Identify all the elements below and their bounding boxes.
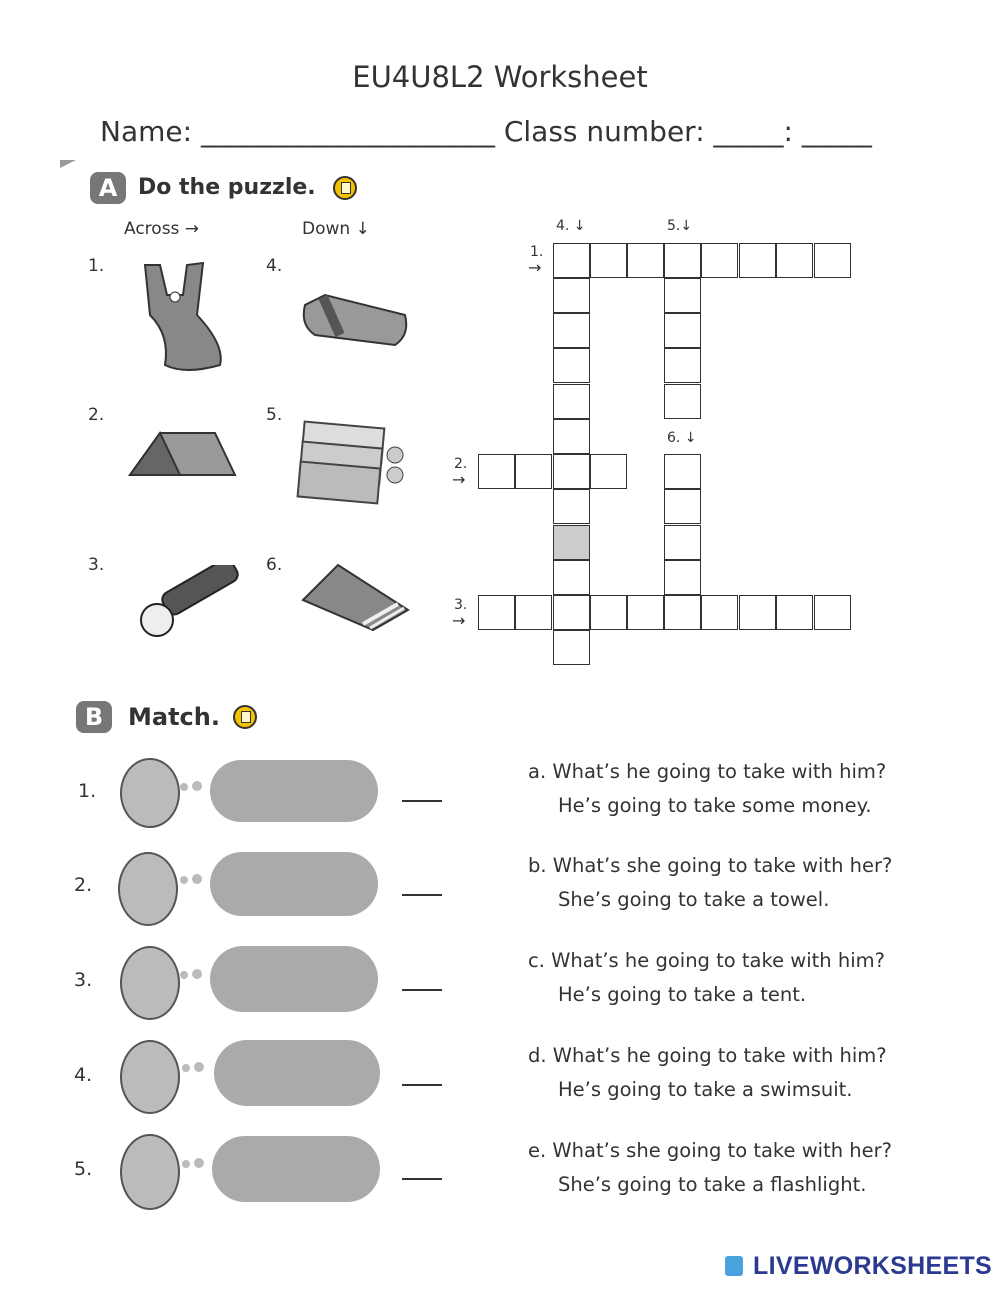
thought-dot: [194, 1158, 204, 1168]
option-question: d. What’s he going to take with him?: [528, 1044, 887, 1067]
crossword-cell[interactable]: [664, 278, 701, 313]
clue-2-label: 2.: [454, 456, 468, 472]
name-class-line: Name: _____________________ Class number: _____: _____: [100, 115, 872, 148]
option-answer: He’s going to take a tent.: [558, 983, 807, 1006]
boy-avatar: [120, 946, 180, 1020]
crossword-cell[interactable]: [553, 313, 590, 348]
boy-avatar: [118, 852, 178, 926]
answer-blank[interactable]: [402, 800, 442, 802]
crossword-cell[interactable]: [553, 454, 590, 489]
section-a-badge: A: [90, 172, 126, 204]
section-a-title: Do the puzzle.: [138, 175, 316, 200]
thought-dot: [180, 971, 188, 979]
crossword-cell[interactable]: [553, 278, 590, 313]
crossword-cell[interactable]: [739, 243, 776, 278]
crossword-cell[interactable]: [478, 454, 515, 489]
row-number: 4.: [74, 1064, 93, 1086]
thought-dot: [180, 783, 188, 791]
crossword-cell[interactable]: [664, 454, 701, 489]
crossword-cell[interactable]: [664, 595, 701, 630]
picture-number: 4.: [266, 256, 283, 276]
answer-blank[interactable]: [402, 894, 442, 896]
clue-4-label: 4. ↓: [556, 218, 586, 234]
boy-avatar: [120, 1134, 180, 1210]
option-question: c. What’s he going to take with him?: [528, 949, 885, 972]
crossword-cell[interactable]: [664, 313, 701, 348]
thought-dot: [192, 969, 202, 979]
down-label: Down ↓: [302, 219, 370, 239]
sleeping-bag-picture: [295, 285, 415, 355]
crossword-cell[interactable]: [776, 243, 813, 278]
crossword-cell[interactable]: [664, 560, 701, 595]
picture-number: 3.: [88, 555, 105, 575]
crossword-cell[interactable]: [515, 595, 552, 630]
arrow-right-icon: →: [528, 258, 542, 277]
crossword-cell[interactable]: [590, 243, 627, 278]
swimsuit-picture: [125, 255, 240, 380]
picture-number: 1.: [88, 256, 105, 276]
arrow-right-icon: →: [452, 470, 466, 489]
logo-text: LIVEWORKSHEETS: [753, 1252, 992, 1280]
crossword-cell[interactable]: [515, 454, 552, 489]
swimsuit-thought-cloud: [210, 852, 378, 916]
option-question: b. What’s she going to take with her?: [528, 854, 893, 877]
picture-number: 5.: [266, 405, 283, 425]
option-question: e. What’s she going to take with her?: [528, 1139, 893, 1162]
row-number: 1.: [78, 780, 97, 802]
row-number: 3.: [74, 969, 93, 991]
crossword-cell[interactable]: [553, 419, 590, 454]
answer-blank[interactable]: [402, 1084, 442, 1086]
page-title: EU4U8L2 Worksheet: [352, 60, 648, 94]
towel-thought-cloud: [210, 760, 378, 822]
crossword-cell[interactable]: [627, 595, 664, 630]
picture-number: 2.: [88, 405, 105, 425]
crossword-cell[interactable]: [701, 243, 738, 278]
answer-blank[interactable]: [402, 1178, 442, 1180]
thought-dot: [182, 1160, 190, 1168]
corner-mark: [60, 160, 76, 168]
crossword-cell[interactable]: [478, 595, 515, 630]
crossword-cell[interactable]: [664, 348, 701, 383]
crossword-cell[interactable]: [739, 595, 776, 630]
clue-6-label: 6. ↓: [667, 430, 697, 446]
money-thought-cloud: [210, 946, 378, 1012]
crossword-cell[interactable]: [553, 560, 590, 595]
answer-blank[interactable]: [402, 989, 442, 991]
money-picture: [295, 415, 410, 510]
thought-dot: [192, 781, 202, 791]
crossword-cell[interactable]: [553, 384, 590, 419]
girl-avatar: [120, 1040, 180, 1114]
flashlight-thought-cloud: [214, 1040, 380, 1106]
option-answer: He’s going to take some money.: [558, 794, 872, 817]
arrow-right-icon: →: [452, 611, 466, 630]
row-number: 5.: [74, 1158, 93, 1180]
tent-thought-cloud: [212, 1136, 380, 1202]
audio-icon[interactable]: [333, 176, 357, 200]
audio-icon[interactable]: [233, 705, 257, 729]
option-answer: She’s going to take a towel.: [558, 888, 830, 911]
crossword-cell[interactable]: [553, 348, 590, 383]
girl-avatar: [120, 758, 180, 828]
crossword-cell[interactable]: [814, 595, 851, 630]
crossword-cell[interactable]: [553, 489, 590, 524]
clue-5-label: 5.↓: [667, 218, 693, 234]
crossword-cell[interactable]: [627, 243, 664, 278]
across-label: Across →: [124, 219, 200, 239]
section-b-badge: B: [76, 701, 112, 733]
picture-number: 6.: [266, 555, 283, 575]
crossword-cell[interactable]: [590, 454, 627, 489]
crossword-cell[interactable]: [553, 595, 590, 630]
crossword-cell[interactable]: [664, 384, 701, 419]
thought-dot: [192, 874, 202, 884]
thought-dot: [182, 1064, 190, 1072]
crossword-cell[interactable]: [664, 243, 701, 278]
liveworksheets-logo: [753, 1252, 992, 1281]
option-answer: She’s going to take a flashlight.: [558, 1173, 867, 1196]
thought-dot: [194, 1062, 204, 1072]
tent-picture: [125, 425, 240, 490]
crossword-cell[interactable]: [701, 595, 738, 630]
crossword-cell[interactable]: [664, 525, 701, 560]
crossword-cell[interactable]: [553, 630, 590, 665]
crossword-cell[interactable]: [553, 243, 590, 278]
option-answer: He’s going to take a swimsuit.: [558, 1078, 853, 1101]
option-question: a. What’s he going to take with him?: [528, 760, 887, 783]
thought-dot: [180, 876, 188, 884]
clue-1-label: 1.: [530, 244, 544, 260]
crossword-cell-shaded: [553, 525, 590, 560]
crossword-cell[interactable]: [664, 489, 701, 524]
flashlight-picture: [125, 565, 240, 645]
crossword-cell[interactable]: [814, 243, 851, 278]
clue-3-label: 3.: [454, 597, 468, 613]
crossword-cell[interactable]: [590, 595, 627, 630]
logo-mark-icon: [725, 1256, 743, 1276]
section-b-title: Match.: [128, 703, 220, 731]
row-number: 2.: [74, 874, 93, 896]
towel-picture: [298, 560, 413, 635]
crossword-cell[interactable]: [776, 595, 813, 630]
